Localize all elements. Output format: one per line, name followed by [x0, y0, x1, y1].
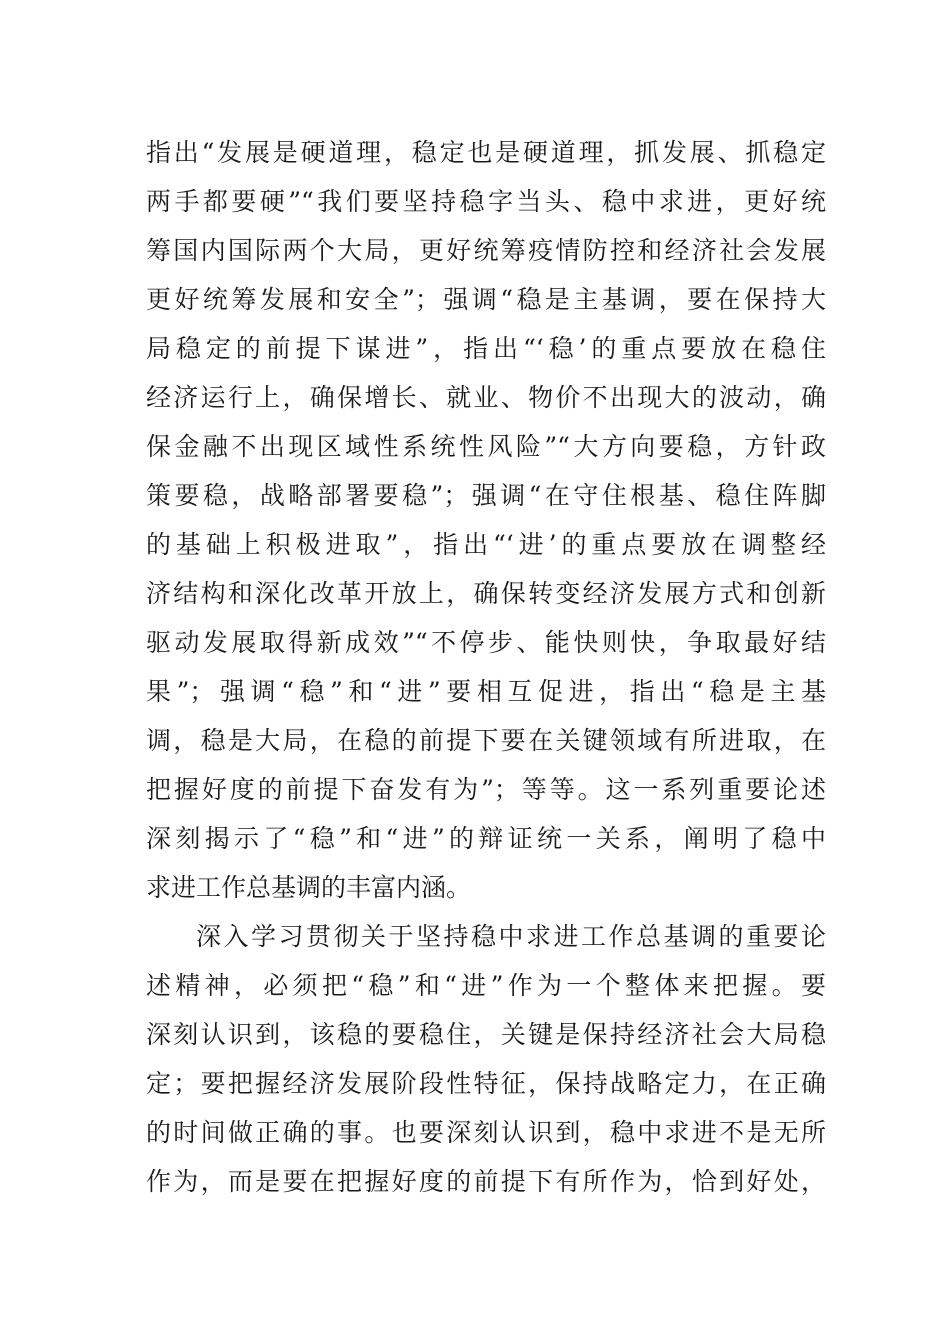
paragraph-line: 深入学习贯彻关于坚持稳中求进工作总基调的重要论 — [196, 922, 826, 951]
paragraph-line: 策要稳，战略部署要稳”；强调“在守住根基、稳住阵脚 — [146, 481, 826, 510]
paragraph-line: 定；要把握经济发展阶段性特征，保持战略定力，在正确 — [146, 1069, 826, 1098]
paragraph-line: 经济运行上，确保增长、就业、物价不出现大的波动，确 — [146, 383, 826, 412]
paragraph-line: 作为，而是要在把握好度的前提下有所作为，恰到好处， — [146, 1167, 826, 1196]
paragraph-line: 把握好度的前提下奋发有为”；等等。这一系列重要论述 — [146, 775, 826, 804]
paragraph-line: 述精神，必须把“稳”和“进”作为一个整体来把握。要 — [146, 971, 826, 1000]
paragraph-line: 的时间做正确的事。也要深刻认识到，稳中求进不是无所 — [146, 1118, 826, 1147]
paragraph-line: 果”；强调“稳”和“进”要相互促进，指出“稳是主基 — [146, 677, 826, 706]
paragraph-line: 筹国内国际两个大局，更好统筹疫情防控和经济社会发展 — [146, 236, 826, 265]
paragraph-line: 两手都要硬”“我们要坚持稳字当头、稳中求进，更好统 — [146, 187, 826, 216]
paragraph-line: 局稳定的前提下谋进”，指出“‘稳’的重点要放在稳住 — [146, 334, 826, 363]
paragraph-line: 济结构和深化改革开放上，确保转变经济发展方式和创新 — [146, 579, 826, 608]
paragraph-line: 深刻认识到，该稳的要稳住，关键是保持经济社会大局稳 — [146, 1020, 826, 1049]
paragraph-line: 更好统筹发展和安全”；强调“稳是主基调，要在保持大 — [146, 285, 826, 314]
document-body — [146, 128, 826, 1206]
paragraph-line: 调，稳是大局，在稳的前提下要在关键领域有所进取，在 — [146, 726, 826, 755]
paragraph-line: 保金融不出现区域性系统性风险”“大方向要稳，方针政 — [146, 432, 826, 461]
paragraph-line: 驱动发展取得新成效”“不停步、能快则快，争取最好结 — [146, 628, 826, 657]
paragraph-line: 指出“发展是硬道理，稳定也是硬道理，抓发展、抓稳定 — [146, 138, 826, 167]
paragraph-line: 的基础上积极进取”，指出“‘进’的重点要放在调整经 — [146, 530, 826, 559]
paragraph-line: 深刻揭示了“稳”和“进”的辩证统一关系，阐明了稳中 — [146, 824, 826, 853]
paragraph-line: 求进工作总基调的丰富内涵。 — [146, 873, 472, 902]
paragraph-1 — [146, 128, 826, 912]
paragraph-2 — [146, 912, 826, 1206]
